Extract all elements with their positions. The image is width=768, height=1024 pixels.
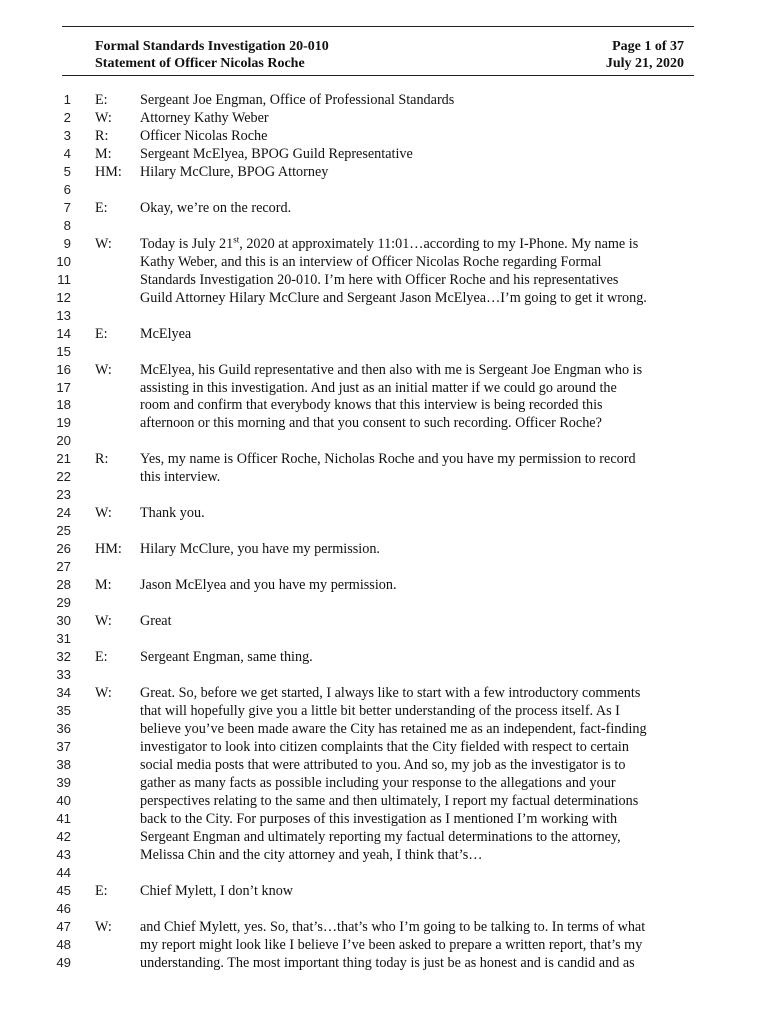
speaker-label: W:	[95, 684, 112, 701]
line-number: 46	[56, 900, 71, 916]
line-text: afternoon or this morning and that you consent to such recording. Officer Roche?	[140, 415, 602, 432]
transcript-line	[0, 504, 768, 522]
line-text: understanding. The most important thing today is just be as honest and is candid and as	[140, 954, 635, 971]
line-text: Great. So, before we get started, I always like to start with a few introductory comments	[140, 684, 641, 701]
line-text: my report might look like I believe I’ve been asked to prepare a written report, that’s my	[140, 936, 643, 953]
line-number: 34	[56, 684, 71, 700]
line-number: 44	[56, 864, 71, 880]
line-text: Officer Nicolas Roche	[140, 127, 268, 144]
transcript-line	[0, 181, 768, 199]
line-number: 24	[56, 505, 71, 521]
line-number: 1	[63, 92, 71, 107]
line-number: 39	[56, 774, 71, 790]
line-text: Jason McElyea and you have my permission.	[140, 577, 397, 594]
line-text-part: , 2020 at approximately 11:01…according to my I-Phone. My name is	[239, 235, 639, 252]
line-number: 16	[56, 361, 71, 377]
line-number: 11	[57, 271, 71, 287]
speaker-label: W:	[95, 613, 112, 630]
transcript-line	[0, 918, 768, 936]
transcript-line	[0, 558, 768, 576]
line-number: 13	[56, 307, 71, 323]
speaker-label: W:	[95, 361, 112, 378]
transcript-line	[0, 522, 768, 540]
line-text: Thank you.	[140, 505, 205, 522]
line-number: 30	[56, 613, 71, 629]
transcript-line	[0, 109, 768, 127]
line-text: social media posts that were attributed to you. And so, my job as the investigator is to	[140, 756, 626, 773]
transcript-line	[0, 253, 768, 271]
transcript-line	[0, 738, 768, 756]
line-number: 26	[56, 541, 71, 557]
transcript-line	[0, 235, 768, 253]
line-text: Sergeant Engman and ultimately reporting my factual determinations to the attorney,	[140, 828, 621, 845]
line-number: 37	[56, 738, 71, 754]
line-number: 43	[56, 846, 71, 862]
transcript-line	[0, 846, 768, 864]
transcript-line	[0, 900, 768, 918]
speaker-label: M:	[95, 577, 112, 594]
transcript-line	[0, 414, 768, 432]
line-number: 17	[56, 379, 71, 395]
line-text: Kathy Weber, and this is an interview of Officer Nicolas Roche regarding Formal	[140, 253, 602, 270]
transcript-line	[0, 684, 768, 702]
transcript-line	[0, 468, 768, 486]
document-title: Formal Standards Investigation 20-010	[95, 39, 329, 54]
speaker-label: E:	[95, 649, 108, 666]
transcript-line	[0, 343, 768, 361]
line-text: back to the City. For purposes of this investigation as I mentioned I’m working with	[140, 810, 618, 827]
transcript-line	[0, 217, 768, 235]
transcript-line	[0, 379, 768, 397]
transcript-line	[0, 432, 768, 450]
transcript-line	[0, 91, 768, 109]
document-header-left	[95, 38, 329, 72]
line-text: believe you’ve been made aware the City has retained me as an independent, fact-finding	[140, 720, 647, 737]
line-number: 32	[56, 649, 71, 665]
transcript-line	[0, 954, 768, 972]
line-number: 42	[56, 828, 71, 844]
line-number: 31	[56, 631, 71, 647]
transcript-line	[0, 576, 768, 594]
speaker-label: E:	[95, 882, 108, 899]
page-number: Page 1 of 37	[612, 39, 684, 54]
line-text: Sergeant McElyea, BPOG Guild Representative	[140, 145, 413, 162]
document-subtitle: Statement of Officer Nicolas Roche	[95, 56, 305, 71]
speaker-label: R:	[95, 127, 109, 144]
line-number: 29	[56, 595, 71, 611]
line-text: Sergeant Engman, same thing.	[140, 649, 313, 666]
line-number: 10	[56, 253, 71, 269]
line-number: 12	[56, 289, 71, 305]
line-number: 28	[56, 577, 71, 593]
line-text: room and confirm that everybody knows that this interview is being recorded this	[140, 397, 603, 414]
speaker-label: E:	[95, 199, 108, 216]
header-bottom-rule	[62, 75, 694, 76]
line-number: 5	[63, 163, 71, 179]
line-number: 7	[63, 199, 71, 215]
speaker-label: W:	[95, 235, 112, 252]
line-number: 48	[56, 936, 71, 952]
transcript-line	[0, 648, 768, 666]
line-text: Standards Investigation 20-010. I’m here with Officer Roche and his representatives	[140, 271, 619, 288]
line-number: 3	[63, 127, 71, 143]
line-text: assisting in this investigation. And just as an initial matter if we could go around the	[140, 379, 617, 396]
line-number: 22	[56, 469, 71, 485]
line-number: 40	[56, 792, 71, 808]
document-date: July 21, 2020	[605, 56, 684, 71]
speaker-label: HM:	[95, 541, 122, 558]
line-number: 25	[56, 523, 71, 539]
line-text: and Chief Mylett, yes. So, that’s…that’s who I’m going to be talking to. In terms of what	[140, 918, 646, 935]
transcript-line	[0, 325, 768, 343]
transcript-line	[0, 361, 768, 379]
line-number: 33	[56, 667, 71, 682]
transcript-body	[0, 91, 768, 971]
speaker-label: E:	[95, 92, 108, 108]
line-text: Chief Mylett, I don’t know	[140, 882, 294, 899]
line-number: 23	[56, 487, 71, 503]
transcript-line	[0, 936, 768, 954]
line-number: 20	[56, 433, 71, 449]
line-text: Okay, we’re on the record.	[140, 199, 292, 216]
transcript-line	[0, 396, 768, 414]
line-text: McElyea, his Guild representative and then also with me is Sergeant Joe Engman who is	[140, 361, 643, 378]
line-number: 14	[56, 325, 71, 341]
line-text	[140, 235, 638, 253]
transcript-line	[0, 864, 768, 882]
line-number: 21	[56, 451, 71, 467]
header-top-rule	[62, 26, 694, 27]
line-number: 45	[56, 882, 71, 898]
transcript-line	[0, 271, 768, 289]
line-number: 18	[56, 397, 71, 413]
line-number: 47	[56, 918, 71, 934]
speaker-label: W:	[95, 918, 112, 935]
line-number: 36	[56, 720, 71, 736]
line-text: that will hopefully give you a little bit better understanding of the process itself. As I	[140, 702, 620, 719]
line-number: 9	[63, 235, 71, 251]
speaker-label: R:	[95, 451, 109, 468]
transcript-line	[0, 720, 768, 738]
line-number: 49	[56, 954, 71, 970]
transcript-line	[0, 145, 768, 163]
line-text-part: Today is July 21	[140, 235, 234, 252]
line-text: investigator to look into citizen complaints that the City fielded with respect to certain	[140, 738, 629, 755]
line-number: 19	[56, 415, 71, 431]
line-number: 6	[63, 181, 71, 197]
transcript-line	[0, 666, 768, 684]
transcript-line	[0, 163, 768, 181]
line-number: 27	[56, 559, 71, 575]
transcript-line	[0, 199, 768, 217]
ordinal-suffix: st	[233, 234, 240, 245]
transcript-line	[0, 486, 768, 504]
line-text: Guild Attorney Hilary McClure and Sergeant Jason McElyea…I’m going to get it wrong.	[140, 289, 647, 306]
speaker-label: E:	[95, 325, 108, 342]
transcript-line	[0, 630, 768, 648]
transcript-line	[0, 828, 768, 846]
line-text: Melissa Chin and the city attorney and yeah, I think that’s…	[140, 846, 483, 863]
line-number: 41	[56, 810, 71, 826]
speaker-label: HM:	[95, 163, 122, 180]
line-text: Hilary McClure, BPOG Attorney	[140, 163, 329, 180]
line-number: 8	[63, 217, 71, 233]
line-text: this interview.	[140, 469, 221, 486]
line-number: 35	[56, 702, 71, 718]
transcript-line	[0, 594, 768, 612]
line-text: Yes, my name is Officer Roche, Nicholas Roche and you have my permission to record	[140, 451, 636, 468]
line-number: 15	[56, 343, 71, 359]
transcript-line	[0, 540, 768, 558]
speaker-label: W:	[95, 109, 112, 126]
speaker-label: M:	[95, 145, 112, 162]
transcript-line	[0, 774, 768, 792]
speaker-label: W:	[95, 505, 112, 522]
transcript-line	[0, 450, 768, 468]
transcript-line	[0, 127, 768, 145]
transcript-line	[0, 307, 768, 325]
line-text: Hilary McClure, you have my permission.	[140, 541, 380, 558]
transcript-line	[0, 882, 768, 900]
transcript-line	[0, 612, 768, 630]
transcript-line	[0, 756, 768, 774]
document-header-right	[606, 38, 684, 72]
transcript-line	[0, 289, 768, 307]
line-text: Attorney Kathy Weber	[140, 109, 269, 126]
line-number: 2	[63, 109, 71, 125]
transcript-line	[0, 702, 768, 720]
line-text: McElyea	[140, 325, 192, 342]
line-text: Sergeant Joe Engman, Office of Professional Standards	[140, 92, 455, 108]
line-text: Great	[140, 613, 172, 630]
line-text: gather as many facts as possible including your response to the allegations and your	[140, 774, 616, 791]
line-text: perspectives relating to the same and then ultimately, I report my factual determinations	[140, 792, 639, 809]
line-number: 38	[56, 756, 71, 772]
transcript-line	[0, 810, 768, 828]
transcript-line	[0, 792, 768, 810]
line-number: 4	[63, 145, 71, 161]
